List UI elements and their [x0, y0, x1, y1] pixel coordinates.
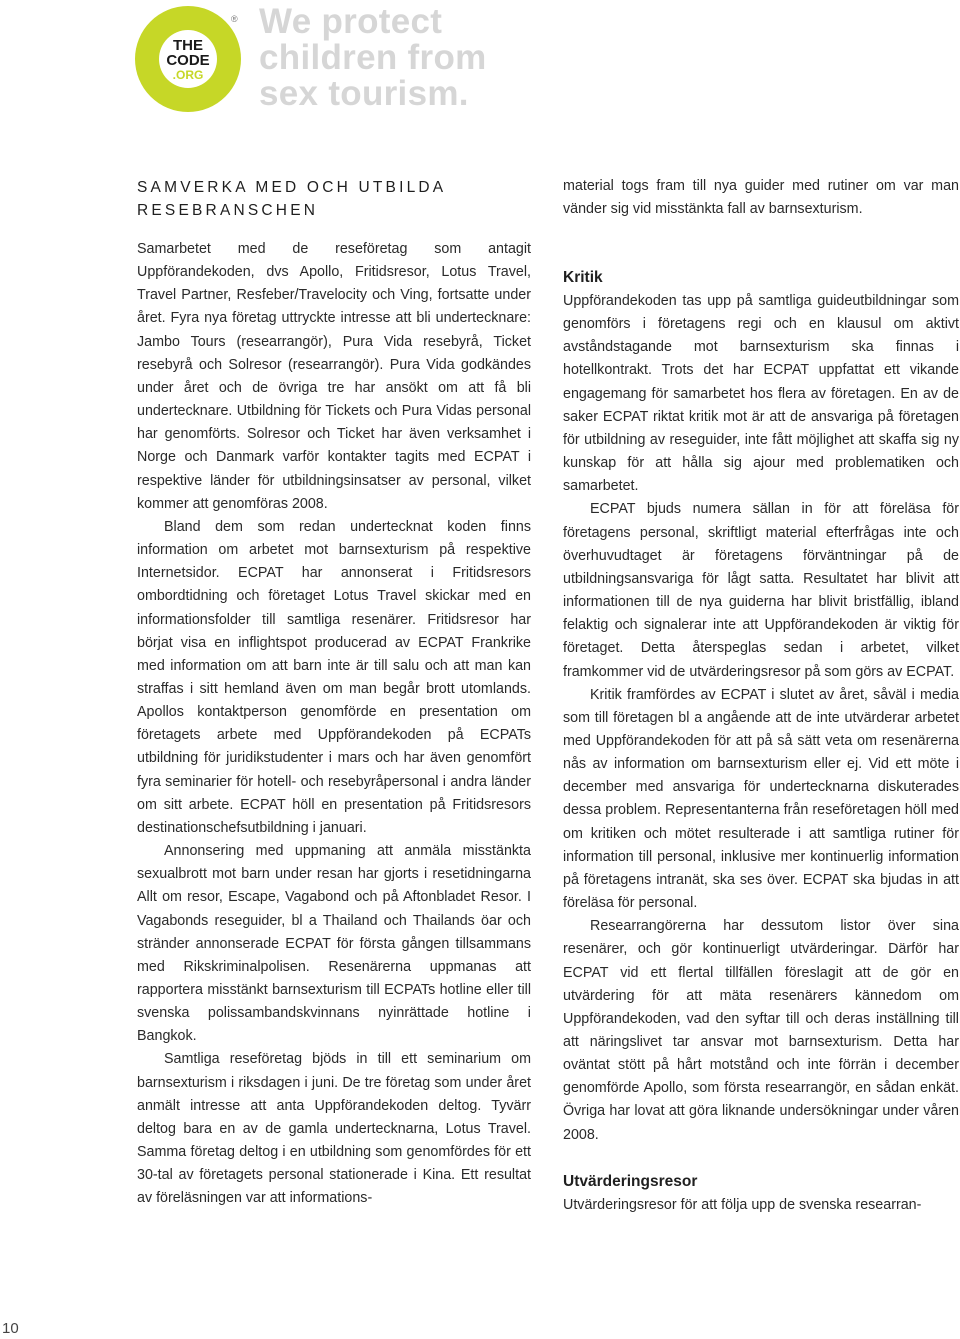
- kritik-heading: Kritik: [563, 269, 603, 286]
- paragraph: Researrangörerna har dessutom listor över sina resenärer, och gör kontinuerligt utvärderingar. Därför har ECPAT vid ett flertal tillfällen föreslagit att de gör en utvärdering för att mäta resenärers kännedom om Uppförandekoden, vad den syftar till och deras inställning till att näringslivet tar ansvar mot barnsexturism. Detta har oväntat stött på hårt motstånd och inte förrän i december genomförde Apollo, som första researrangör, en sådan enkät. Övriga har lovat att göra liknande undersökningar under våren 2008.: [563, 918, 959, 1143]
- slogan: [259, 4, 539, 112]
- paragraph: Uppförandekoden tas upp på samtliga guideutbildningar som genomförs i företagens regi och en klausul om aktivt avståndstagande mot barnsexturism ska finnas i hotellkontrakt. Trots det har ECPAT uppfattat ett vikande engagemang för samarbetet hos flera av företagen. En av de saker ECPAT riktat kritik mot är att de ansvariga på företagen för utbildning av reseguider, inte fått möjlighet att skaffa sig ny kunskap för att hålla sig ajour med problematiken och samarbetet.: [563, 293, 959, 495]
- section-heading-line-1: SAMVERKA MED OCH UTBILDA: [137, 179, 447, 196]
- utvarderingsresor-section: [563, 1170, 959, 1217]
- page-number: 10: [2, 1320, 19, 1337]
- logo-word-code: CODE: [166, 52, 210, 69]
- paragraph: Annonsering med uppmaning att anmäla misstänkta sexualbrott mot barn under resan har gjorts i resetidningarna Allt om resor, Escape, Vagabond och på Aftonbladet Resor. I Vagabonds reseguider, bl a Thailand och Thailands öar och stränder annonserade ECPAT för första gången tillsammans med Rikskriminalpolisen. Resenärerna uppmanas att rapportera misstänkt barnsexturism till ECPATs hotline eller till svenska polissambandskvinnans nyinrättade hotline i Bangkok.: [137, 843, 531, 1045]
- section-heading-line-2: RESEBRANSCHEN: [137, 202, 319, 219]
- paragraph: Samtliga reseföretag bjöds in till ett seminarium om barnsexturism i riksdagen i juni. De tre företag som under året anmält intresse att anta Uppförandekoden deltog. Tyvärr deltog bara en av de gamla undertecknarna, Lotus Travel. Samma företag deltog i en utbildning som genomfördes för ett 30-tal av företagets personal stationerade i Kina. Ett resultat av föreläsningen var att informations-: [137, 1051, 531, 1207]
- registered-mark: ®: [231, 14, 238, 24]
- paragraph: Kritik framfördes av ECPAT i slutet av året, såväl i media som till företagen bl a angående att de inte utvärderar arbetet med Uppförandekoden för att på så sätt veta om resenärerna nås av information om barnsexturism eller ej. Vid ett möte i december med ansvariga för undertecknarna diskuterades dessa problem. Representanterna från reseföretagen höll med om kritiken och mötet resulterade i att samtliga rutiner för information till personal, inklusive mer kontinuerlig information på företagens intranät, ska ses över. ECPAT ska bjudas in att föreläsa för personal.: [563, 686, 959, 912]
- slogan-line-1: We protect: [259, 2, 443, 41]
- kritik-section: [563, 266, 959, 1147]
- utvarderingsresor-heading: Utvärderingsresor: [563, 1173, 698, 1190]
- section-heading: [137, 176, 446, 222]
- logo-inner: [159, 30, 217, 88]
- logo: [135, 4, 535, 120]
- logo-word-org: .ORG: [172, 68, 204, 82]
- paragraph: Utvärderingsresor för att följa upp de svenska researran-: [563, 1197, 922, 1213]
- the-code-logo-icon: [135, 6, 241, 112]
- slogan-line-2: children from: [259, 38, 487, 77]
- paragraph: Samarbetet med de reseföretag som antagit Uppförandekoden, dvs Apollo, Fritidsresor, Lotus Travel, Travel Partner, Resfeber/Travelocity och Ving, fortsatte under året. Fyra nya företag uttryckte intresse att bli undertecknare: Jambo Tours (researrangör), Pura Vida resebyrå, Ticket resebyrå och Solresor (researrangör). Pura Vida godkändes under året och de övriga tre har ansökt om att få bli undertecknare. Utbildning för Tickets och Pura Vidas personal har genomförts. Solresor och Ticket har även verksamhet i Norge och Danmark varför kontakter tagits med ECPAT i respektive länder för utbildningsinsatser av personal, vilket kommer att genomföras 2008.: [137, 241, 531, 512]
- paragraph: Bland dem som redan undertecknat koden finns information om arbetet mot barnsexturism på respektive Internetsidor. ECPAT har annonserat i Fritidsresors ombordtidning och företaget Lotus Travel skickar med en informationsfolder till samtliga resenärer. Fritidsresor har börjat visa en inflightspot producerad av ECPAT Frankrike med information om att barn inte är till salu och att man kan straffas i sitt hemland även om man begår brott utomlands. Apollos kontaktperson genomförde en presentation om företagets arbete med Uppförandekoden på ECPATs utbildning för juridikstudenter i mars och har även genomfört fyra seminarier för hotell- och resebyråpersonal i andra länder om sitt arbete. ECPAT höll en presentation på Fritidsresors destinationschefsutbildning i januari.: [137, 518, 531, 836]
- logo-word-the: THE: [173, 37, 203, 54]
- left-column: [137, 238, 531, 1211]
- paragraph: material togs fram till nya guider med rutiner om var man vänder sig vid misstänkta fall av barnsexturism.: [563, 178, 959, 218]
- slogan-line-3: sex tourism.: [259, 74, 469, 113]
- paragraph: ECPAT bjuds numera sällan in för att föreläsa för företagens personal, skriftligt material efterfrågas inte och överhuvudtaget är företagens förväntningar på de utbildningsansvariga för lågt satta. Resultatet har blivit att informationen till de nya guiderna har blivit bristfällig, ibland felaktig och signalerar inte att Uppförandekoden är viktig för företaget. Detta återspeglas sedan i arbetet, vilket framkommer vid de utvärderingsresor på som görs av ECPAT.: [563, 501, 959, 680]
- right-column-continuation: [563, 175, 959, 221]
